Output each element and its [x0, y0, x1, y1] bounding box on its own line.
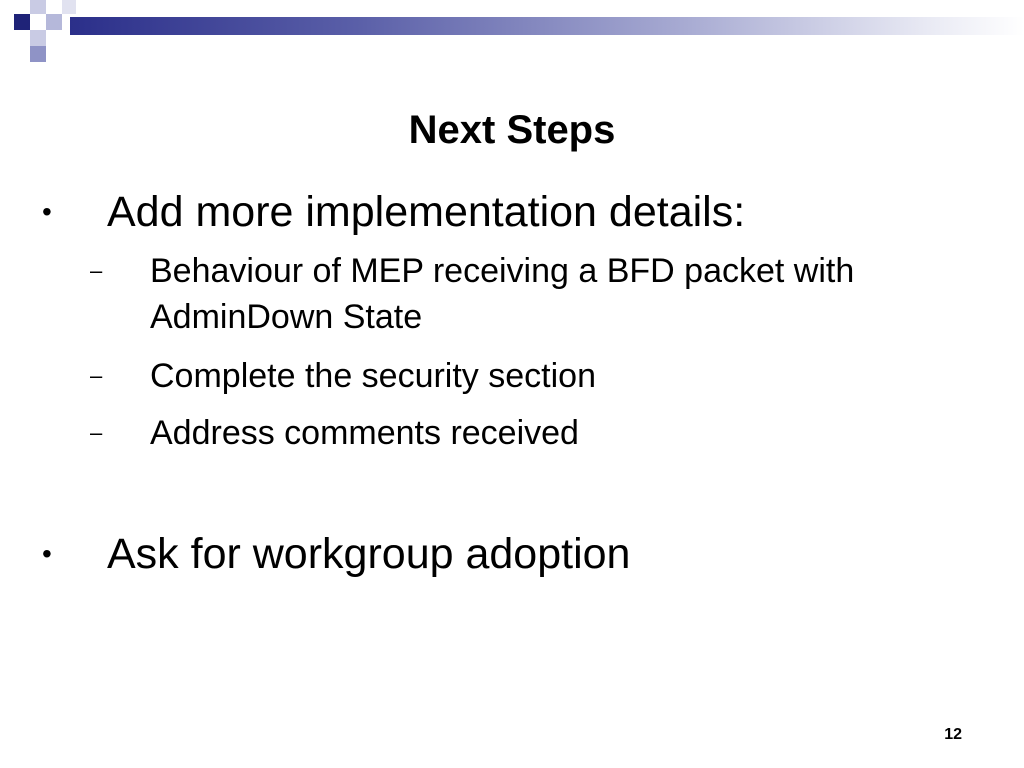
- slide-title: Next Steps: [408, 108, 616, 152]
- deco-square: [30, 0, 46, 14]
- header-gradient-bar: [70, 17, 1024, 35]
- bullet-text: Ask for workgroup adoption: [107, 530, 631, 578]
- deco-square: [30, 30, 46, 46]
- bullet-text: Add more implementation details:: [107, 188, 746, 236]
- sub-item-text: Complete the security section: [150, 357, 596, 395]
- bullet-marker: •: [42, 196, 52, 227]
- bullet-marker: •: [42, 538, 52, 569]
- deco-square: [14, 46, 30, 62]
- sub-item-marker: –: [90, 420, 103, 445]
- sub-item-marker: –: [90, 363, 103, 388]
- sub-item-text: Address comments received: [150, 414, 579, 452]
- deco-square: [46, 14, 62, 30]
- page-number: 12: [944, 726, 962, 743]
- deco-square: [14, 14, 30, 30]
- sub-item-marker: –: [90, 258, 103, 283]
- deco-square: [62, 0, 76, 14]
- sub-item-text: Behaviour of MEP receiving a BFD packet with AdminDown State: [150, 252, 855, 336]
- header-decoration: [0, 0, 1024, 64]
- deco-square: [30, 46, 46, 62]
